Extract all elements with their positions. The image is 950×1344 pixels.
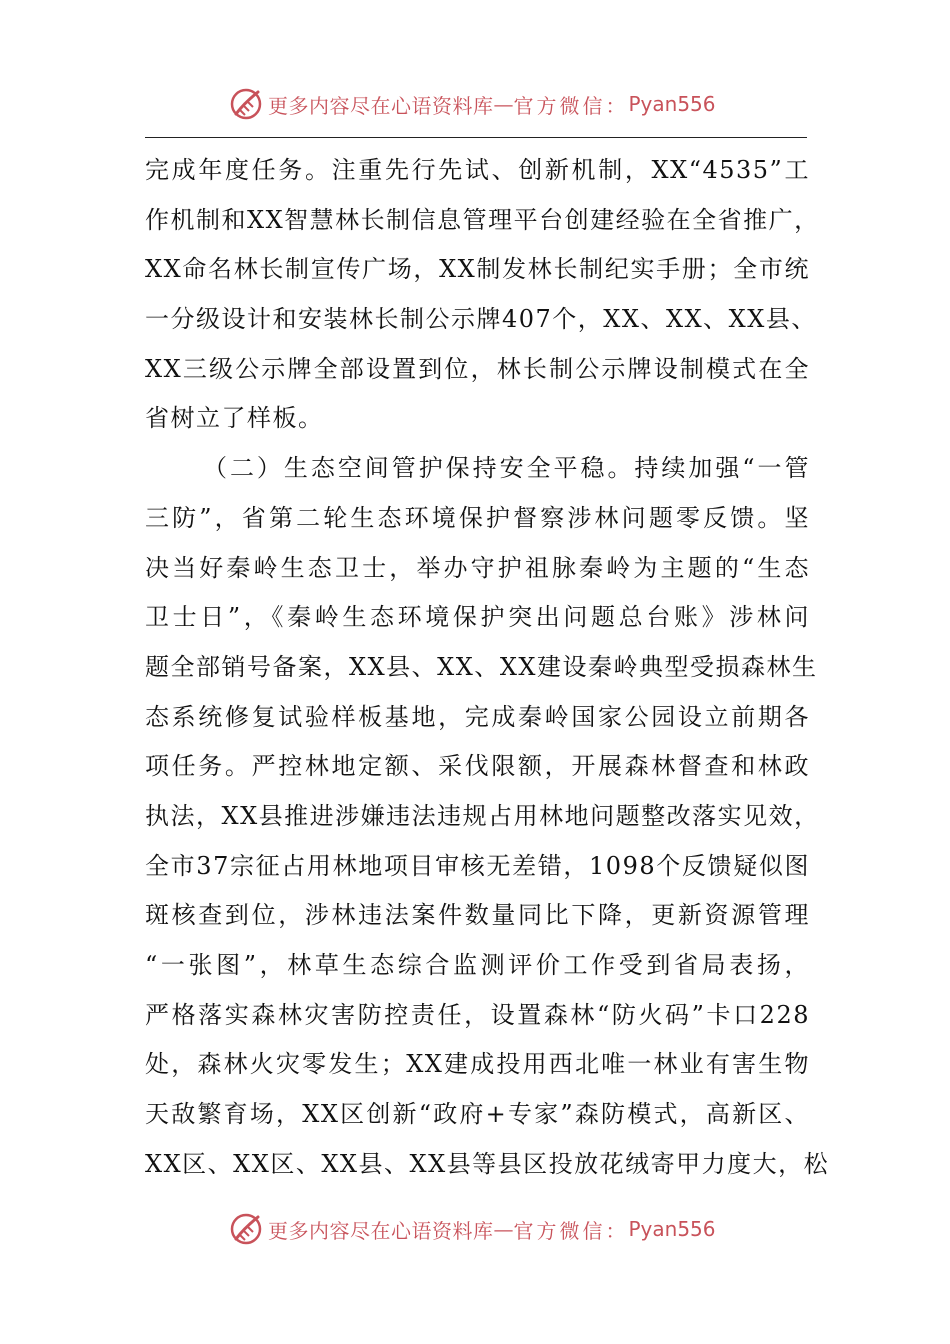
logo-icon: [228, 1211, 264, 1247]
text-line: XX三级公示牌全部设置到位，林长制公示牌设制模式在全: [145, 354, 810, 383]
text-line: 天敌繁育场，XX区创新“政府+专家”森防模式，高新区、: [145, 1100, 810, 1129]
text-line: “一张图”，林草生态综合监测评价工作受到省局表扬，: [145, 951, 810, 979]
text-line: 决当好秦岭生态卫士，举办守护祖脉秦岭为主题的“生态: [145, 553, 810, 582]
text-line: 卫士日”，《秦岭生态环境保护突出问题总台账》涉林问: [145, 603, 810, 632]
text-line: 项任务。严控林地定额、采伐限额，开展森林督查和林政: [145, 752, 810, 781]
text-line: 斑核查到位，涉林违法案件数量同比下降，更新资源管理: [145, 901, 810, 930]
text-line: 题全部销号备案，XX县、XX、XX建设秦岭典型受损森林生: [145, 652, 818, 681]
text-line: 省树立了样板。: [145, 404, 324, 433]
text-line: 全市37宗征占用林地项目审核无差错，1098个反馈疑似图: [145, 851, 810, 880]
text-line: 严格落实森林灾害防控责任，设置森林“防火码”卡口228: [145, 1000, 810, 1029]
header-banner: [228, 84, 716, 124]
text-line: XX区、XX区、XX县、XX县等县区投放花绒寄甲力度大，松: [145, 1149, 830, 1178]
text-line: 作机制和XX智慧林长制信息管理平台创建经验在全省推广，: [145, 205, 820, 234]
document-body: [145, 146, 830, 1189]
text-line: 态系统修复试验样板基地，完成秦岭国家公园设立前期各: [145, 702, 810, 731]
logo-icon: [228, 86, 264, 122]
text-line: XX命名林长制宣传广场，XX制发林长制纪实手册；全市统: [145, 255, 810, 284]
header-divider: [145, 137, 807, 138]
banner-separator: —: [493, 1217, 514, 1241]
text-line: 一分级设计和安装林长制公示牌407个，XX、XX、XX县、: [145, 305, 817, 334]
section-heading-line: （二）生态空间管护保持安全平稳。持续加强“一管: [203, 454, 810, 483]
banner-title: 更多内容尽在心语资料库: [268, 1218, 494, 1243]
text-line: 三防”，省第二轮生态环境保护督察涉林问题零反馈。坚: [145, 503, 810, 532]
footer-banner: [228, 1209, 716, 1249]
banner-wechat-id: Pyan556: [628, 1217, 716, 1241]
banner-label: 官方微信：: [513, 1218, 629, 1243]
text-line: 完成年度任务。注重先行先试、创新机制，XX“4535”工: [145, 156, 810, 184]
text-line: 执法，XX县推进涉嫌违法违规占用林地问题整改落实见效，: [145, 801, 820, 830]
banner-separator: —: [493, 92, 514, 116]
banner-label: 官方微信：: [513, 93, 629, 118]
text-line: 处，森林火灾零发生；XX建成投用西北唯一林业有害生物: [145, 1050, 810, 1079]
banner-wechat-id: Pyan556: [628, 92, 716, 116]
banner-title: 更多内容尽在心语资料库: [268, 93, 494, 118]
